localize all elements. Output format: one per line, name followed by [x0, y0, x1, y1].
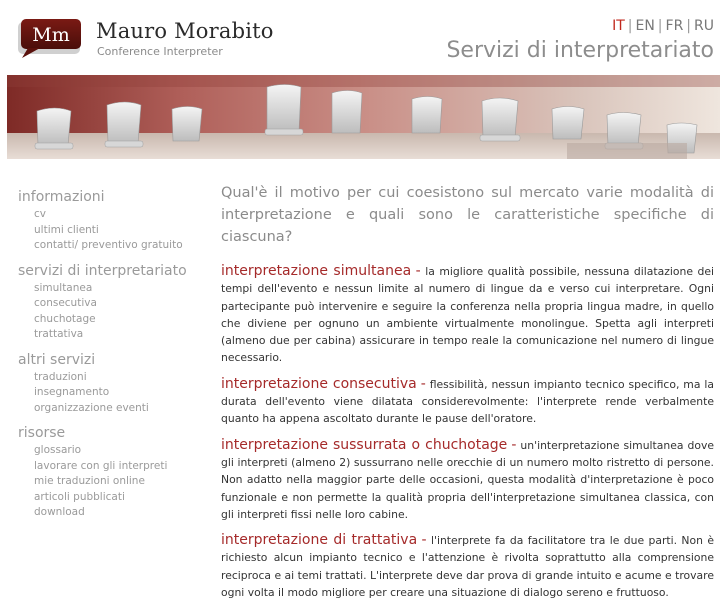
nav-item-consecutiva[interactable]: consecutiva: [34, 297, 97, 309]
site-header: [0, 0, 727, 75]
section-term: interpretazione simultanea: [221, 263, 412, 279]
lang-separator: |: [657, 18, 663, 34]
language-switcher: [612, 18, 714, 34]
sidebar-nav: [18, 187, 208, 528]
lang-separator: |: [686, 18, 692, 34]
section-consecutiva: [221, 376, 714, 428]
section-term: interpretazione sussurrata o chuchotage: [221, 436, 508, 453]
nav-item-organizzazione-eventi[interactable]: organizzazione eventi: [34, 401, 149, 414]
nav-item-contatti[interactable]: contatti/ preventivo gratuito: [34, 239, 183, 251]
section-dash: -: [415, 263, 421, 279]
section-text: flessibilità, nessun impianto tecnico specifico, ma la durata dell'evento viene dilatata considerevolmente: l'interprete rende verbalmente quanto ha appena ascoltato durante le pause dell'oratore.: [221, 377, 714, 426]
lang-separator: |: [627, 18, 633, 34]
nav-group-risorse: [18, 423, 208, 521]
lang-en-link[interactable]: EN: [635, 18, 655, 34]
logo-speech-bubble-icon[interactable]: [18, 18, 86, 58]
nav-group-servizi: [18, 261, 208, 343]
nav-item-trattativa[interactable]: trattativa: [34, 328, 84, 340]
lang-it-link[interactable]: IT: [612, 18, 625, 34]
main-content: [221, 182, 714, 610]
nav-heading-informazioni[interactable]: informazioni: [18, 189, 105, 205]
header-banner-image: [7, 75, 720, 159]
nav-item-download[interactable]: download: [34, 506, 85, 518]
brand-subtitle: Conference Interpreter: [97, 45, 223, 58]
lang-ru-link[interactable]: RU: [694, 18, 714, 34]
nav-item-glossario[interactable]: glossario: [34, 444, 82, 456]
intro-question: Qual'è il motivo per cui coesistono sul mercato varie modalità di interpretazione e quali sono le caratteristiche specifiche di ciascuna?: [221, 185, 714, 245]
section-dash: -: [421, 532, 427, 549]
section-dash: -: [420, 375, 426, 392]
nav-heading-altri-servizi[interactable]: altri servizi: [18, 351, 96, 368]
section-term: interpretazione consecutiva: [221, 375, 417, 392]
nav-item-simultanea[interactable]: simultanea: [34, 281, 93, 294]
nav-group-informazioni: [18, 187, 208, 254]
nav-item-traduzioni[interactable]: traduzioni: [34, 370, 87, 383]
section-text: la migliore qualità possibile, nessuna dilatazione dei tempi dell'evento e nessun limite al numero di lingue da e verso cui interpretare. Ogni partecipante può intervenire e seguire la conferenza nella propria lingua madre, in quello che diviene per ognuno un ambiente virtualmente monolingue. Spetta agli interpreti (almeno due per cabina) assicurare in tempo reale la comunicazione nel numero di lingue necessario.: [221, 265, 714, 365]
nav-item-lavorare-con-interpreti[interactable]: lavorare con gli interpreti: [34, 459, 168, 472]
section-term: interpretazione di trattativa: [221, 532, 418, 549]
nav-heading-risorse[interactable]: risorse: [18, 425, 66, 441]
section-text: l'interprete fa da facilitatore tra le due parti. Non è richiesto alcun impianto tecnico e l'attenzione è rivolta soprattutto alla comprensione reciproca e ai temi trattati. L'interprete deve dar prova di grande intuito e acume e trovare ogni volta il modo migliore per creare una situazione di dialogo sereno e fruttuoso.: [221, 534, 714, 600]
brand-name[interactable]: Mauro Morabito: [96, 19, 274, 43]
page-title: Servizi di interpretariato: [446, 38, 714, 63]
section-simultanea: [221, 263, 714, 367]
lang-fr-link[interactable]: FR: [665, 18, 684, 34]
nav-item-chuchotage[interactable]: chuchotage: [34, 312, 96, 325]
nav-item-insegnamento[interactable]: insegnamento: [34, 386, 110, 398]
section-text: un'interpretazione simultanea dove gli interpreti (almeno 2) sussurrano nelle orecchie di un numero molto ristretto di persone. Non adatto nella maggior parte delle occasioni, questa modalità d'interpretazione è poco funzionale e non permette la qualità propria dell'interpretazione simultanea classica, con gli interpreti fissi nelle loro cabine.: [221, 438, 715, 521]
nav-item-articoli-pubblicati[interactable]: articoli pubblicati: [34, 490, 125, 503]
nav-item-cv[interactable]: cv: [34, 208, 46, 220]
nav-item-ultimi-clienti[interactable]: ultimi clienti: [34, 223, 99, 236]
logo-text: Mm: [32, 24, 70, 46]
nav-group-altri-servizi: [18, 350, 208, 417]
section-dash: -: [511, 436, 517, 453]
nav-heading-servizi[interactable]: servizi di interpretariato: [18, 262, 187, 279]
nav-item-mie-traduzioni[interactable]: mie traduzioni online: [34, 475, 145, 487]
section-trattativa: [221, 532, 714, 601]
section-chuchotage: [221, 437, 714, 523]
